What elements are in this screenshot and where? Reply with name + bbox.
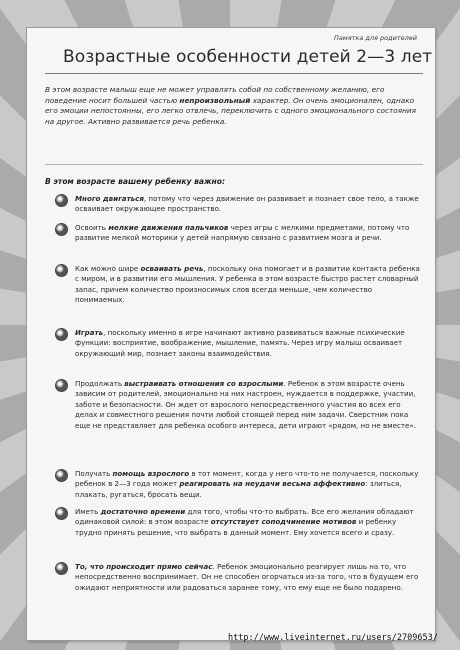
page-kicker: Памятка для родителей — [333, 34, 417, 42]
intro-text-end: характер. Он очень эмоционален, однако его эмоции непостоянны, его легко отвлечь, переключить с одного эмоционального состояния на другое. Активно развивается речь ребенка. — [45, 95, 417, 126]
list-item-text — [75, 507, 420, 538]
item-text: в тот момент, когда у него что-то не получается, поскольку ребенок в 2—3 года может — [75, 469, 419, 489]
item-text: : злиться, плакать, ругаться, бросать вещи. — [75, 479, 402, 499]
bullet-icon — [55, 379, 68, 392]
list-heading: В этом возрасте вашему ребенку важно: — [45, 177, 226, 186]
list-item-text — [75, 194, 420, 215]
item-text: Получать — [75, 469, 113, 478]
item-text: и ребенку трудно принять решение, что выбрать в данный момент. Ему хочется всего и сразу. — [75, 517, 397, 537]
list-item-text — [75, 562, 420, 593]
item-text: , поскольку именно в игре начинают активно развиваться важные психические функции: восприятие, воображение, мышление, память. Через игру малыш осваивает окружающий мир, познает законы взаимодействия. — [75, 328, 405, 358]
item-text: Освоить — [75, 223, 109, 232]
item-text: Продолжать — [75, 379, 125, 388]
item-emphasis: осваивать речь — [140, 264, 204, 273]
item-text: Иметь — [75, 507, 101, 516]
item-text: . Ребенок в этом возрасте очень зависим от родителей, эмоционально на них настроен, нуждается в поддержке, участии, заботе и безопасности. Он ждет от взрослого непосредственного участия во всех его делах и совместного решения почти любой стоящей перед ним задачи. Сверстник пока еще не представляет для ребенка особого интереса, дети играют «рядом, но не вместе». — [75, 379, 416, 430]
leaflet-page — [27, 28, 435, 640]
item-text: Как можно шире — [75, 264, 141, 273]
list-item-text — [75, 469, 420, 500]
item-emphasis: помощь взрослого — [112, 469, 190, 478]
item-text: . Ребенок эмоционально реагирует лишь на то, что непосредственно воспринимает. Он не способен огорчаться из-за того, что в будущем его ожидают неприятности или радоваться заранее тому, что ему еще не было подарено. — [75, 562, 419, 592]
item-emphasis: реагировать на неудачи весьма аффективно — [179, 479, 366, 489]
list-item-text — [75, 264, 420, 306]
intro-text: В этом возрасте малыш еще не может управлять собой по собственному желанию, его поведение носит большей частью — [45, 85, 385, 105]
watermark-url: http://www.liveinternet.ru/users/2709653/ — [228, 633, 438, 643]
title-divider — [45, 73, 423, 74]
list-item-text — [75, 379, 420, 431]
intro-paragraph — [45, 85, 421, 127]
item-emphasis: То, что происходит прямо сейчас — [75, 562, 213, 571]
item-emphasis: отсутствует соподчинение мотивов — [210, 517, 357, 527]
item-emphasis: выстраивать отношения со взрослыми — [124, 379, 284, 388]
intro-emphasis: непроизвольный — [179, 95, 251, 105]
item-text: , потому что через движение он развивает и познает свое тело, а также осваивает окружающее пространство. — [75, 194, 419, 214]
bullet-icon — [55, 264, 68, 277]
list-item-text — [75, 223, 420, 244]
bullet-icon — [55, 469, 68, 482]
section-divider — [45, 164, 423, 165]
bullet-icon — [55, 328, 68, 341]
page-title: Возрастные особенности детей 2—3 лет — [63, 47, 433, 67]
item-emphasis: Играть — [75, 328, 104, 337]
bullet-icon — [55, 194, 68, 207]
item-emphasis: мелкие движения пальчиков — [108, 223, 229, 232]
item-text: через игры с мелкими предметами, потому что развитие мелкой моторики у детей напрямую связано с развитием мозга и речи. — [75, 223, 410, 243]
item-text: для того, чтобы что-то выбрать. Все его желания обладают одинаковой силой: в этом возрасте — [75, 507, 414, 527]
bullet-icon — [55, 223, 68, 236]
item-emphasis: Много двигаться — [75, 194, 144, 203]
list-item-text — [75, 328, 420, 359]
bullet-icon — [55, 562, 68, 575]
item-text: , поскольку она помогает и в развитии контакта ребенка с миром, и в развитии его мышления. У ребенка в этом возрасте быстро растет словарный запас, причем количество произносимых слов всегда меньше, чем количество понимаемых. — [75, 264, 420, 305]
item-emphasis: достаточно времени — [100, 507, 186, 516]
bullet-icon — [55, 507, 68, 520]
